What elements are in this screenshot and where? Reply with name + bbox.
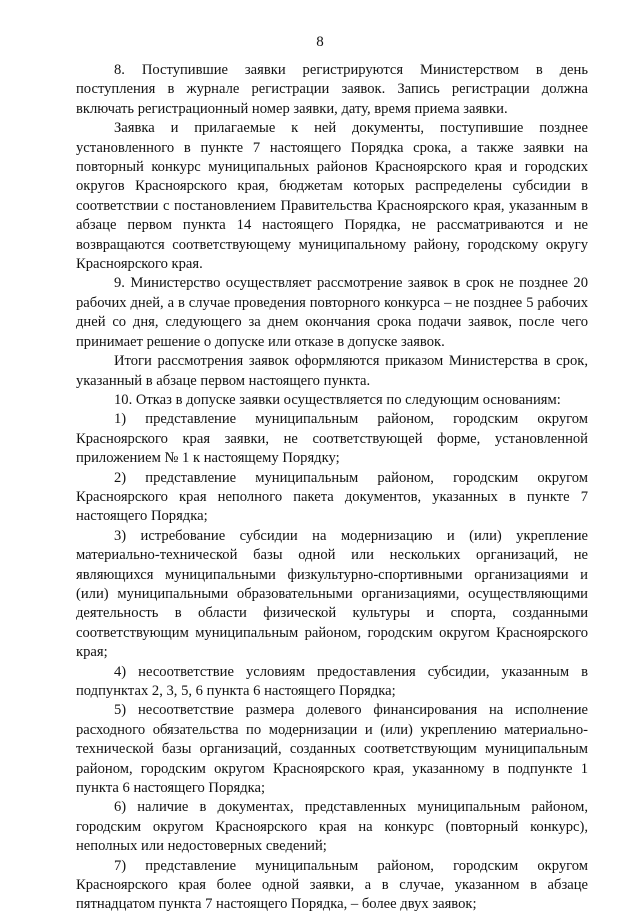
- refusal-ground-4: 4) несоответствие условиям предоставления субсидии, указанным в подпунктах 2, 3, 5, 6 пункта 6 настоящего Порядка;: [76, 663, 588, 699]
- paragraph-late-applications: Заявка и прилагаемые к ней документы, поступившие позднее установленного в пункте 7 настоящего Порядка срока, а также заявки на повторный конкурс муниципальных районов Красноярского края и городских округов Красноярского края, бюджетам которых распределены субсидии в соответствии с постановлением Правительства Красноярского края, указанным в абзаце первом пункта 14 настоящего Порядка, не рассматриваются и не возвращаются соответствующему муниципальному району, городскому округу Красноярского края.: [76, 120, 588, 273]
- refusal-ground-5: 5) несоответствие размера долевого финансирования на исполнение расходного обязательства по модернизации и (или) укреплению материально-технической базы организаций, созданных соответствующим муниципальным районом, городским округом Красноярского края, указанному в подпункте 1 пункта 6 настоящего Порядка;: [76, 702, 588, 797]
- refusal-ground-1: 1) представление муниципальным районом, городским округом Красноярского края заявки, не соответствующей форме, установленной приложением № 1 к настоящему Порядку;: [76, 411, 588, 467]
- refusal-ground-2: 2) представление муниципальным районом, городским округом Красноярского края неполного пакета документов, указанных в пункте 7 настоящего Порядка;: [76, 469, 588, 525]
- refusal-ground-3: 3) истребование субсидии на модернизацию и (или) укрепление материально-технической базы одной или нескольких организаций, не являющихся муниципальными физкультурно-спортивными организациями и (или) муниципальными образовательными организациями, осуществляющими деятельность в области физической культуры и спорта, созданными соответствующим муниципальным районом, городским округом Красноярского края;: [76, 527, 588, 661]
- page-number: 8: [316, 34, 324, 50]
- paragraph-8-registration: 8. Поступившие заявки регистрируются Министерством в день поступления в журнале регистрации заявок. Запись регистрации должна включать регистрационный номер заявки, дату, время приема заявки.: [76, 62, 588, 117]
- paragraph-review-results: Итоги рассмотрения заявок оформляются приказом Министерства в срок, указанный в абзаце первом настоящего пункта.: [76, 353, 588, 389]
- refusal-ground-7: 7) представление муниципальным районом, городским округом Красноярского края более одной заявки, а в случае, указанном в абзаце пятнадцатом пункта 7 настоящего Порядка, – более двух заявок;: [76, 857, 588, 913]
- paragraph-10-refusal-grounds: 10. Отказ в допуске заявки осуществляется по следующим основаниям:: [114, 391, 561, 408]
- document-body: [76, 61, 588, 915]
- paragraph-9-review-period: 9. Министерство осуществляет рассмотрение заявок в срок не позднее 20 рабочих дней, а в случае проведения повторного конкурса – не позднее 5 рабочих дней со дня, следующего за днем окончания срока подачи заявок, после чего принимает решение о допуске или отказе в допуске заявок.: [76, 275, 588, 350]
- refusal-ground-6: 6) наличие в документах, представленных муниципальным районом, городским округом Красноярского края на конкурс (повторный конкурс), неполных или недостоверных сведений;: [76, 799, 588, 855]
